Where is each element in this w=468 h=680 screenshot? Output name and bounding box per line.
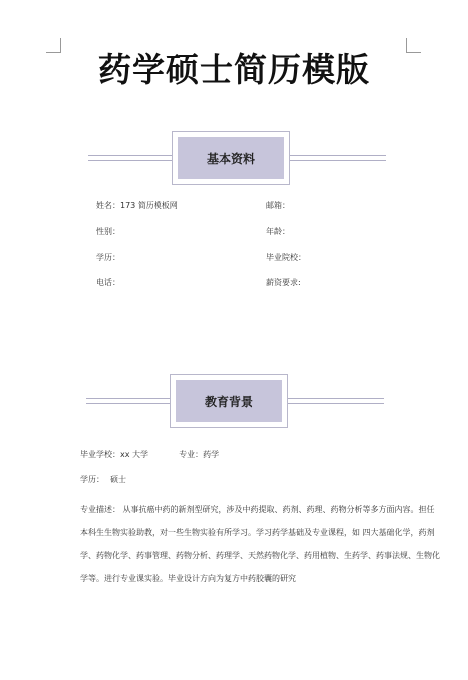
field-label: 电话： — [96, 278, 120, 287]
education-header-label: 教育背景 — [176, 380, 282, 422]
header-frame — [172, 131, 290, 185]
field-label: 薪资要求: — [266, 278, 301, 287]
field-education — [96, 252, 120, 263]
field-phone — [96, 277, 120, 288]
field-value: 173 简历模板网 — [120, 201, 178, 210]
basic-info-header — [88, 131, 386, 187]
degree-label: 学历： — [80, 475, 104, 484]
major-label: 专业： — [179, 450, 204, 459]
field-email — [266, 200, 290, 211]
field-school — [266, 252, 306, 263]
field-age — [266, 226, 290, 237]
field-label: 性别： — [96, 227, 120, 236]
resume-title: 药学硕士简历模版 — [98, 50, 370, 89]
field-name — [96, 200, 178, 211]
field-label: 学历： — [96, 253, 120, 262]
education-header — [86, 374, 384, 430]
education-school-row — [80, 449, 219, 460]
field-gender — [96, 226, 120, 237]
major-value: 药学 — [203, 450, 220, 459]
field-salary — [266, 277, 301, 288]
basic-info-header-label: 基本资料 — [178, 137, 284, 179]
school-value: xx 大学 — [120, 450, 149, 459]
header-frame — [170, 374, 288, 428]
field-label: 邮箱： — [266, 201, 290, 210]
field-label: 毕业院校： — [266, 253, 306, 262]
school-label: 毕业学校： — [80, 450, 120, 459]
field-label: 姓名： — [96, 201, 120, 210]
field-label: 年龄： — [266, 227, 290, 236]
major-description: 专业描述： 从事抗癌中药的新剂型研究，涉及中药提取、药剂、药理、药物分析等多方面内容。担任本科生生物实验助教，对一些生物实验有所学习。学习药学基础及专业课程，如 四大基础化学，药剂学、药物化学、药事管理、药物分析、药理学、天然药物化学、药用植物、生药学、药事法规、生物化学等。进行专业课实验。毕业设计方向为复方中药胶囊的研究 — [80, 505, 440, 583]
education-degree-row — [80, 474, 126, 485]
degree-value: 硕士 — [110, 475, 126, 484]
